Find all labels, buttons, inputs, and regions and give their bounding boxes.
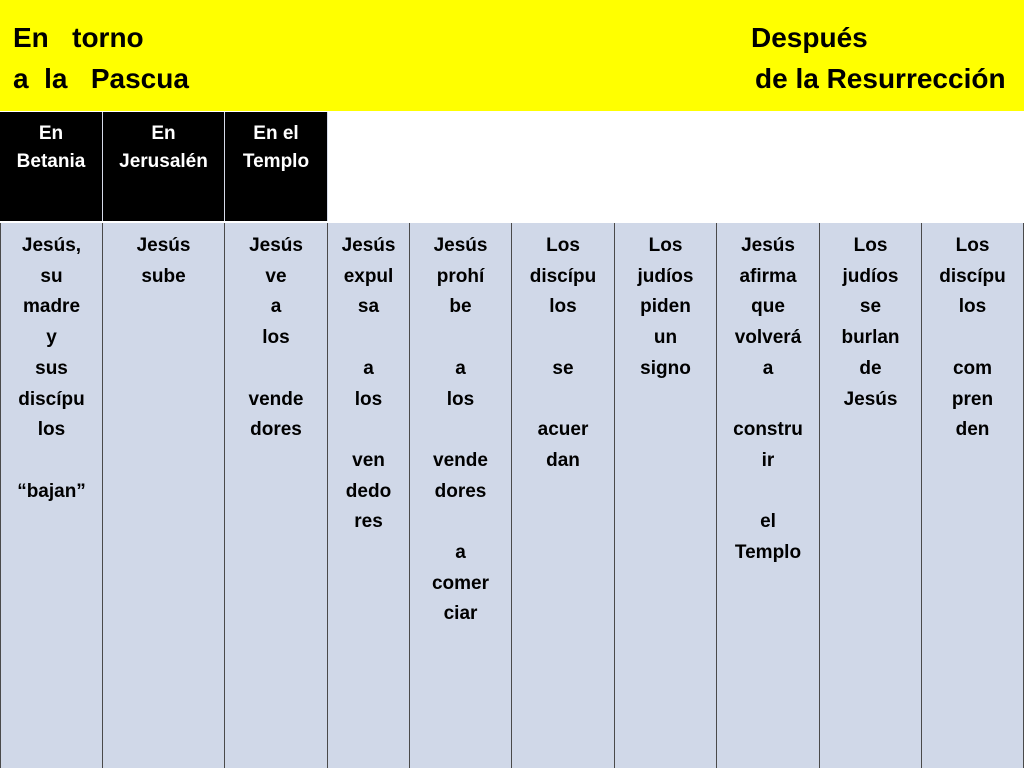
- table-column-10: Los discípu los com pren den: [922, 223, 1024, 768]
- table-column-7: Los judíos piden un signo: [615, 223, 717, 768]
- left-title-line-2: a la Pascua: [13, 63, 189, 94]
- table-column-4: Jesús expul sa a los ven dedo res: [328, 223, 410, 768]
- right-title-line-1: Después: [751, 22, 868, 53]
- table-column-3: Jesús ve a los vende dores: [225, 223, 328, 768]
- title-banner: [0, 0, 1024, 111]
- table-column-2: Jesús sube: [103, 223, 225, 768]
- left-title-line-1: En torno: [13, 22, 144, 53]
- header-cell-templo: En el Templo: [225, 112, 328, 221]
- table-column-9: Los judíos se burlan de Jesús: [820, 223, 922, 768]
- table-column-5: Jesús prohí be a los vende dores a comer ciar: [410, 223, 512, 768]
- table-column-6: Los discípu los se acuer dan: [512, 223, 615, 768]
- table-column-8: Jesús afirma que volverá a constru ir el Templo: [717, 223, 820, 768]
- table-column-1: Jesús, su madre y sus discípu los “bajan”: [0, 223, 103, 768]
- header-cell-jerusalen: En Jerusalén: [103, 112, 225, 221]
- right-title-line-2: de la Resurrección: [755, 63, 1006, 94]
- header-cell-betania: En Betania: [0, 112, 103, 221]
